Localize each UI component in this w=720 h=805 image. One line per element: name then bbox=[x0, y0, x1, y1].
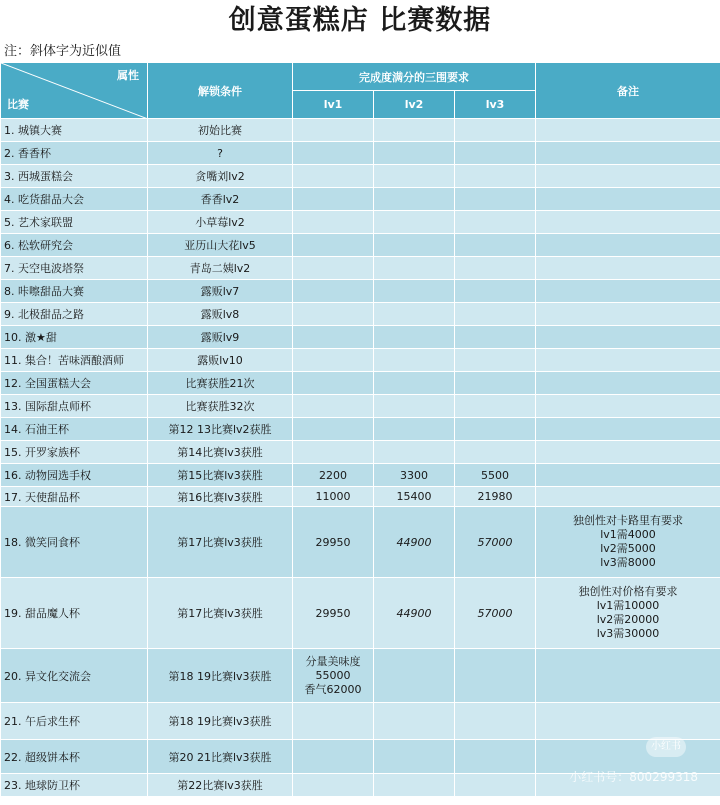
unlock-condition: 第22比赛lv3获胜 bbox=[148, 774, 293, 797]
unlock-condition: 第17比赛lv3获胜 bbox=[148, 507, 293, 578]
remark-line: lv3需8000 bbox=[600, 556, 656, 569]
table-row bbox=[1, 578, 720, 649]
remark-cell bbox=[536, 280, 720, 303]
remark-cell bbox=[536, 649, 720, 703]
lv1-requirement bbox=[293, 142, 374, 165]
lv3-requirement bbox=[455, 395, 536, 418]
header-unlock: 解锁条件 bbox=[148, 63, 293, 119]
race-name: 1. 城镇大赛 bbox=[1, 119, 148, 142]
table-row bbox=[1, 303, 720, 326]
lv1-requirement: 29950 bbox=[293, 507, 374, 578]
watermark-text: 小红书号：800299318 bbox=[569, 770, 698, 784]
table-row bbox=[1, 234, 720, 257]
unlock-condition: 小草莓lv2 bbox=[148, 211, 293, 234]
table-row bbox=[1, 142, 720, 165]
unlock-condition: 青岛二姨lv2 bbox=[148, 257, 293, 280]
race-name: 20. 异文化交流会 bbox=[1, 649, 148, 703]
table-row bbox=[1, 211, 720, 234]
lv2-requirement bbox=[374, 142, 455, 165]
race-name: 22. 超级饼本杯 bbox=[1, 740, 148, 774]
lv2-requirement bbox=[374, 395, 455, 418]
table-row bbox=[1, 119, 720, 142]
race-name: 14. 石油王杯 bbox=[1, 418, 148, 441]
lv3-requirement bbox=[455, 119, 536, 142]
table-row bbox=[1, 188, 720, 211]
lv1-requirement-line: 香气62000 bbox=[304, 682, 362, 696]
lv3-requirement: 21980 bbox=[455, 487, 536, 507]
race-name: 3. 西城蛋糕会 bbox=[1, 165, 148, 188]
race-name: 19. 甜品魔人杯 bbox=[1, 578, 148, 649]
unlock-condition: 第18 19比赛lv3获胜 bbox=[148, 703, 293, 740]
table-row bbox=[1, 349, 720, 372]
remark-cell bbox=[536, 165, 720, 188]
lv2-requirement bbox=[374, 774, 455, 797]
lv3-requirement bbox=[455, 349, 536, 372]
lv2-requirement bbox=[374, 372, 455, 395]
race-name: 15. 开罗家族杯 bbox=[1, 441, 148, 464]
header-lv2: lv2 bbox=[374, 91, 455, 119]
remark-line: 独创性对卡路里有要求 bbox=[573, 514, 683, 527]
lv3-requirement bbox=[455, 649, 536, 703]
remark-cell bbox=[536, 349, 720, 372]
table-row bbox=[1, 487, 720, 507]
lv1-requirement bbox=[293, 234, 374, 257]
unlock-condition: 露贩lv9 bbox=[148, 326, 293, 349]
race-name: 8. 咔嚓甜品大赛 bbox=[1, 280, 148, 303]
lv1-requirement-line: 分量美味度 bbox=[305, 654, 361, 668]
remark-cell bbox=[536, 703, 720, 740]
lv1-requirement bbox=[293, 257, 374, 280]
lv2-requirement bbox=[374, 119, 455, 142]
lv1-requirement bbox=[293, 326, 374, 349]
lv1-requirement bbox=[293, 649, 374, 703]
unlock-condition: 第17比赛lv3获胜 bbox=[148, 578, 293, 649]
unlock-condition: 香香lv2 bbox=[148, 188, 293, 211]
lv2-requirement: 15400 bbox=[374, 487, 455, 507]
lv1-requirement bbox=[293, 280, 374, 303]
lv2-requirement: 3300 bbox=[374, 464, 455, 487]
lv3-requirement bbox=[455, 418, 536, 441]
lv3-requirement bbox=[455, 257, 536, 280]
remark-cell bbox=[536, 395, 720, 418]
remark-cell bbox=[536, 234, 720, 257]
lv1-requirement bbox=[293, 211, 374, 234]
unlock-condition: 第18 19比赛lv3获胜 bbox=[148, 649, 293, 703]
lv3-requirement: 5500 bbox=[455, 464, 536, 487]
race-name: 17. 天使甜品杯 bbox=[1, 487, 148, 507]
lv3-requirement bbox=[455, 165, 536, 188]
lv2-requirement bbox=[374, 703, 455, 740]
race-name: 21. 午后求生杯 bbox=[1, 703, 148, 740]
remark-cell bbox=[536, 257, 720, 280]
lv1-requirement bbox=[293, 395, 374, 418]
page-title: 创意蛋糕店 比赛数据 bbox=[228, 5, 492, 36]
lv2-requirement bbox=[374, 257, 455, 280]
race-name: 7. 天空电波塔祭 bbox=[1, 257, 148, 280]
remark-cell bbox=[536, 418, 720, 441]
lv1-requirement bbox=[293, 703, 374, 740]
table-row bbox=[1, 165, 720, 188]
unlock-condition: 露贩lv8 bbox=[148, 303, 293, 326]
lv1-requirement bbox=[293, 740, 374, 774]
race-name: 4. 吃货甜品大会 bbox=[1, 188, 148, 211]
header-attr: 属性 bbox=[117, 69, 139, 82]
remark-cell bbox=[536, 188, 720, 211]
lv2-requirement: 44900 bbox=[374, 507, 455, 578]
lv1-requirement bbox=[293, 188, 374, 211]
lv2-requirement bbox=[374, 234, 455, 257]
unlock-condition: 比赛获胜21次 bbox=[148, 372, 293, 395]
approximation-note: 注：斜体字为近似值 bbox=[4, 44, 122, 59]
table-row bbox=[1, 395, 720, 418]
table-row bbox=[1, 418, 720, 441]
remark-line: lv2需5000 bbox=[600, 542, 656, 555]
table-row bbox=[1, 507, 720, 578]
lv1-requirement: 29950 bbox=[293, 578, 374, 649]
lv1-requirement bbox=[293, 774, 374, 797]
remark-cell bbox=[536, 211, 720, 234]
lv3-requirement bbox=[455, 326, 536, 349]
table-row bbox=[1, 441, 720, 464]
lv3-requirement bbox=[455, 372, 536, 395]
lv1-requirement bbox=[293, 441, 374, 464]
lv3-requirement bbox=[455, 188, 536, 211]
remark-cell bbox=[536, 464, 720, 487]
race-name: 23. 地球防卫杯 bbox=[1, 774, 148, 797]
remark-cell bbox=[536, 372, 720, 395]
remark-line: lv1需4000 bbox=[600, 528, 656, 541]
remark-cell bbox=[536, 578, 720, 649]
lv2-requirement bbox=[374, 649, 455, 703]
header-lv3: lv3 bbox=[455, 91, 536, 119]
lv2-requirement bbox=[374, 188, 455, 211]
contest-table bbox=[0, 62, 720, 797]
race-name: 16. 动物园选手权 bbox=[1, 464, 148, 487]
unlock-condition: 贪嘴刘lv2 bbox=[148, 165, 293, 188]
table-row bbox=[1, 326, 720, 349]
unlock-condition: 第15比赛lv3获胜 bbox=[148, 464, 293, 487]
lv3-requirement bbox=[455, 280, 536, 303]
table-row bbox=[1, 257, 720, 280]
remark-cell bbox=[536, 507, 720, 578]
remark-line: lv2需20000 bbox=[596, 613, 660, 626]
lv1-requirement-line: 55000 bbox=[315, 668, 351, 682]
lv3-requirement bbox=[455, 234, 536, 257]
unlock-condition: ? bbox=[148, 142, 293, 165]
lv2-requirement: 44900 bbox=[374, 578, 455, 649]
unlock-condition: 露贩lv10 bbox=[148, 349, 293, 372]
table-row bbox=[1, 280, 720, 303]
lv3-requirement bbox=[455, 774, 536, 797]
remark-cell bbox=[536, 441, 720, 464]
header-corner-cell bbox=[1, 63, 148, 119]
lv1-requirement bbox=[293, 165, 374, 188]
lv1-requirement bbox=[293, 303, 374, 326]
race-name: 12. 全国蛋糕大会 bbox=[1, 372, 148, 395]
unlock-condition: 比赛获胜32次 bbox=[148, 395, 293, 418]
race-name: 2. 香香杯 bbox=[1, 142, 148, 165]
race-name: 10. 激★甜 bbox=[1, 326, 148, 349]
header-race: 比赛 bbox=[7, 98, 29, 111]
watermark-badge: 小红书 bbox=[646, 737, 686, 757]
lv1-requirement bbox=[293, 349, 374, 372]
lv3-requirement: 57000 bbox=[455, 507, 536, 578]
lv3-requirement bbox=[455, 441, 536, 464]
lv1-requirement: 11000 bbox=[293, 487, 374, 507]
lv2-requirement bbox=[374, 303, 455, 326]
unlock-condition: 初始比赛 bbox=[148, 119, 293, 142]
race-name: 18. 微笑同食杯 bbox=[1, 507, 148, 578]
race-name: 6. 松软研究会 bbox=[1, 234, 148, 257]
race-name: 13. 国际甜点师杯 bbox=[1, 395, 148, 418]
table-row bbox=[1, 703, 720, 740]
lv2-requirement bbox=[374, 349, 455, 372]
lv2-requirement bbox=[374, 280, 455, 303]
lv3-requirement bbox=[455, 703, 536, 740]
remark-line: lv3需30000 bbox=[596, 627, 660, 640]
remark-line: lv1需10000 bbox=[596, 599, 660, 612]
remark-cell bbox=[536, 142, 720, 165]
lv3-requirement: 57000 bbox=[455, 578, 536, 649]
lv2-requirement bbox=[374, 326, 455, 349]
lv2-requirement bbox=[374, 165, 455, 188]
lv1-requirement bbox=[293, 372, 374, 395]
header-remark: 备注 bbox=[536, 63, 720, 119]
lv3-requirement bbox=[455, 740, 536, 774]
lv2-requirement bbox=[374, 418, 455, 441]
unlock-condition: 亚历山大花lv5 bbox=[148, 234, 293, 257]
lv1-requirement: 2200 bbox=[293, 464, 374, 487]
lv3-requirement bbox=[455, 303, 536, 326]
lv3-requirement bbox=[455, 211, 536, 234]
unlock-condition: 露贩lv7 bbox=[148, 280, 293, 303]
unlock-condition: 第16比赛lv3获胜 bbox=[148, 487, 293, 507]
lv1-requirement bbox=[293, 418, 374, 441]
table-row bbox=[1, 464, 720, 487]
race-name: 5. 艺术家联盟 bbox=[1, 211, 148, 234]
header-lv1: lv1 bbox=[293, 91, 374, 119]
table-row bbox=[1, 649, 720, 703]
unlock-condition: 第12 13比赛lv2获胜 bbox=[148, 418, 293, 441]
remark-cell bbox=[536, 487, 720, 507]
remark-cell bbox=[536, 303, 720, 326]
race-name: 9. 北极甜品之路 bbox=[1, 303, 148, 326]
race-name: 11. 集合！苦味酒酿酒师 bbox=[1, 349, 148, 372]
lv3-requirement bbox=[455, 142, 536, 165]
lv2-requirement bbox=[374, 740, 455, 774]
remark-cell bbox=[536, 326, 720, 349]
lv1-requirement bbox=[293, 119, 374, 142]
lv2-requirement bbox=[374, 441, 455, 464]
lv2-requirement bbox=[374, 211, 455, 234]
header-requirement: 完成度满分的三围要求 bbox=[293, 63, 536, 91]
table-row bbox=[1, 372, 720, 395]
unlock-condition: 第20 21比赛lv3获胜 bbox=[148, 740, 293, 774]
remark-line: 独创性对价格有要求 bbox=[578, 585, 678, 598]
remark-cell bbox=[536, 119, 720, 142]
unlock-condition: 第14比赛lv3获胜 bbox=[148, 441, 293, 464]
